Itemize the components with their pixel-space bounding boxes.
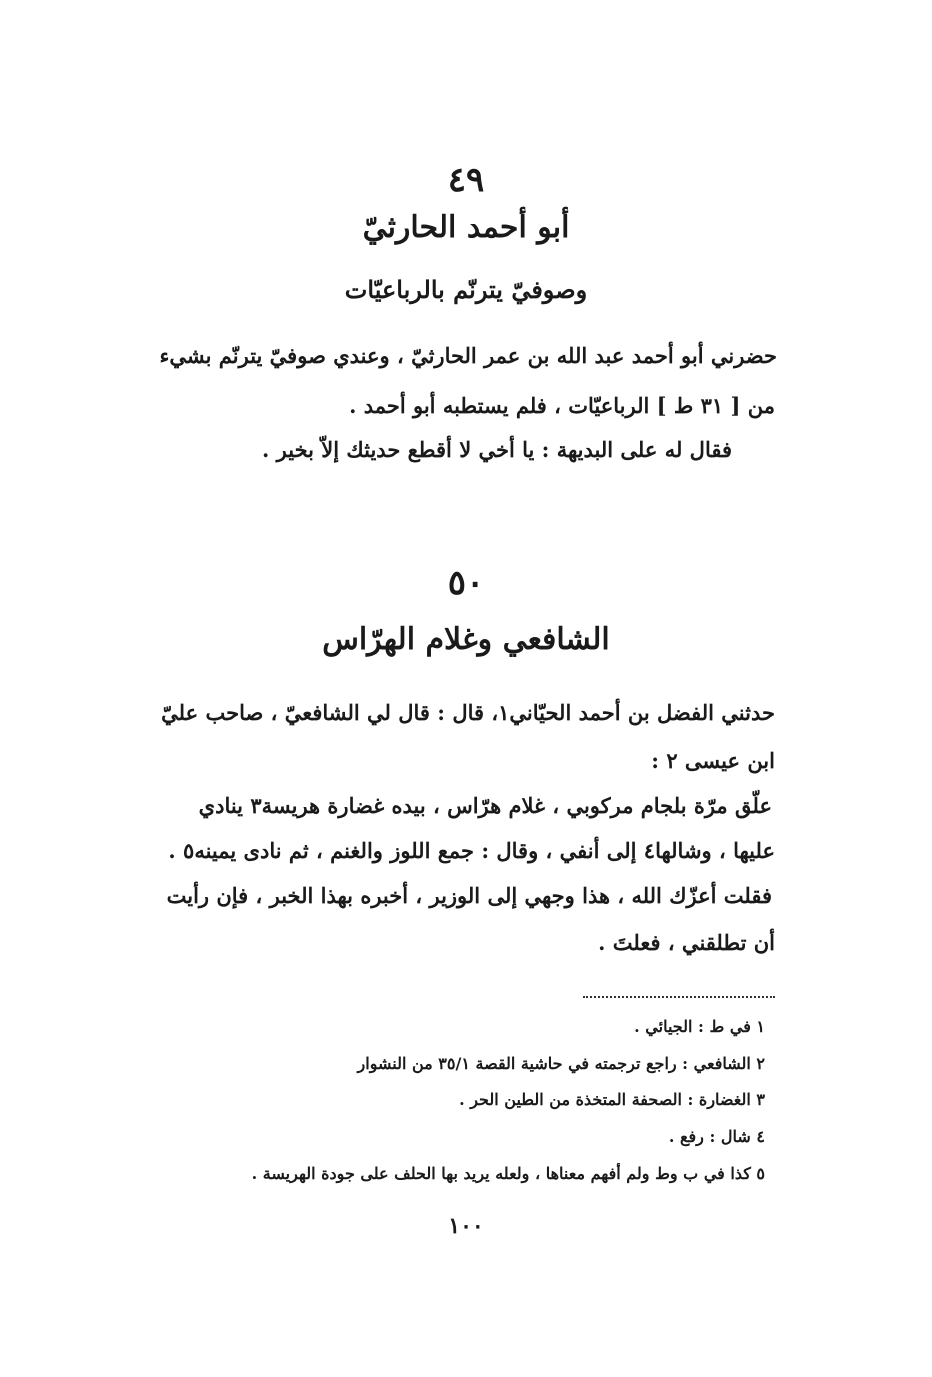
footnote-2: ٢ الشافعي : راجع ترجمته في حاشية القصة ٣٥/١ من النشوار — [357, 1054, 765, 1073]
story-number-50: ٥٠ — [447, 563, 485, 603]
page-number: ١٠٠ — [448, 1213, 484, 1239]
story50-line-2: ابن عيسى ٢ : — [651, 748, 775, 773]
story50-line-6: أن تطلقني ، فعلتَ . — [598, 930, 775, 955]
footnote-divider — [583, 996, 775, 998]
story50-line-1: حدثني الفضل بن أحمد الحيّاني١، قال : قال لي الشافعيّ ، صاحب عليّ — [161, 700, 775, 725]
story49-line-3: فقال له على البديهة : يا أخي لا أقطع حديثك إلاّ بخير . — [262, 437, 732, 462]
story49-line-2: من [ ٣١ ط ] الرباعيّات ، فلم يستطبه أبو أحمد . — [349, 393, 775, 418]
story-subtitle-49: وصوفيّ يترنّم بالرباعيّات — [344, 275, 588, 304]
story50-line-3: علّق مرّة بلجام مركوبي ، غلام هرّاس ، بيده غضارة هريسة٣ ينادي — [198, 793, 772, 818]
story49-line-1: حضرني أبو أحمد عبد الله بن عمر الحارثيّ ، وعندي صوفيّ يترنّم بشيء — [159, 343, 777, 368]
story-title-50: الشافعي وغلام الهرّاس — [322, 622, 610, 657]
footnote-4: ٤ شال : رفع . — [668, 1127, 765, 1146]
footnote-5: ٥ كذا في ب وط ولم أفهم معناها ، ولعله يريد بها الحلف على جودة الهريسة . — [251, 1164, 765, 1183]
footnote-1: ١ في ط : الجيائي . — [634, 1017, 765, 1036]
story-title-49: أبو أحمد الحارثيّ — [362, 210, 570, 245]
story50-line-5: فقلت أعزّك الله ، هذا وجهي إلى الوزير ، أخبره بهذا الخبر ، فإن رأيت — [166, 883, 772, 908]
story50-line-4: عليها ، وشالها٤ إلى أنفي ، وقال : جمع اللوز والغنم ، ثم نادى يمينه٥ . — [168, 838, 775, 863]
footnote-3: ٣ الغضارة : الصحفة المتخذة من الطين الحر . — [459, 1090, 765, 1109]
story-number-49: ٤٩ — [447, 160, 485, 200]
